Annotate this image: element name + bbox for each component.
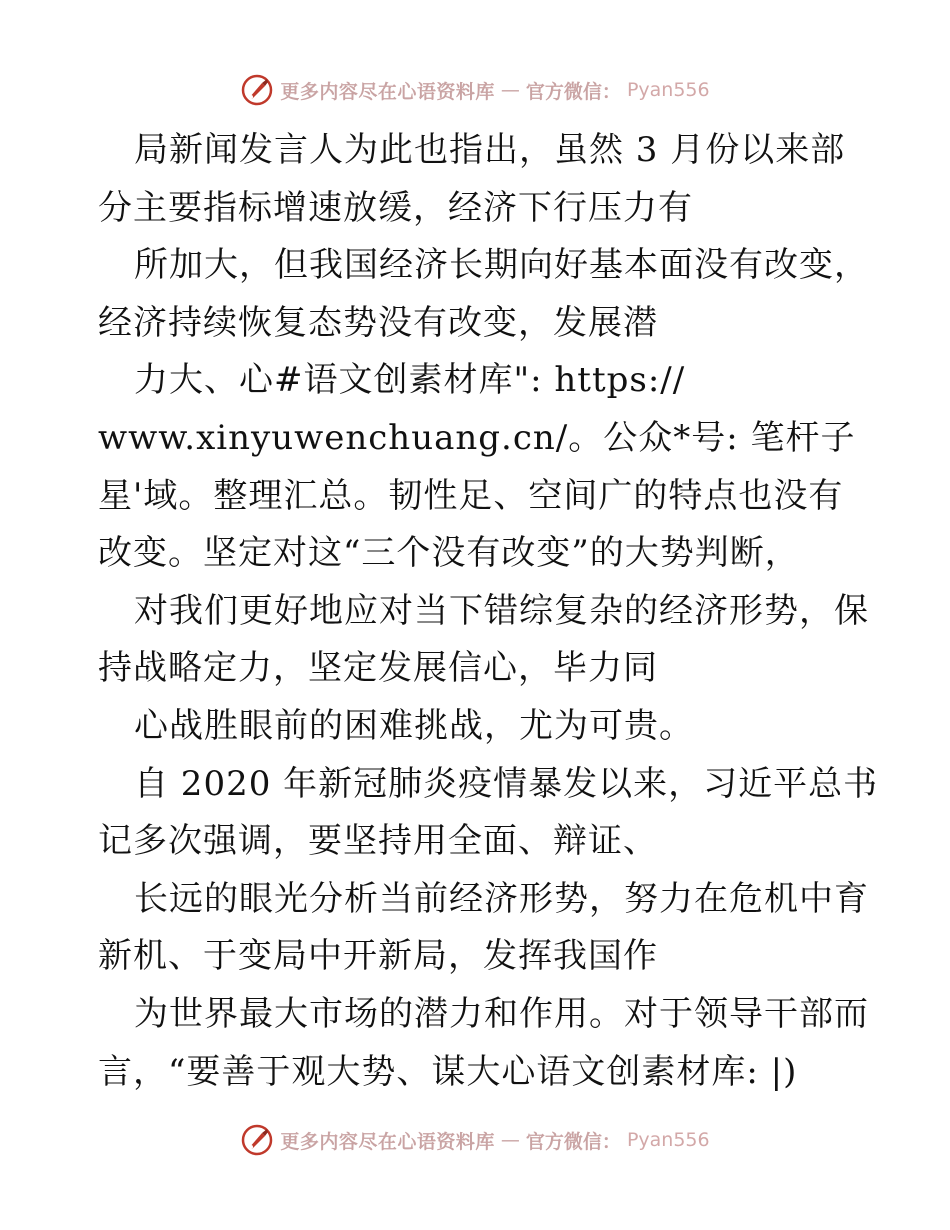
banner-wechat-id: Pyan556 <box>626 79 710 101</box>
body-line: 新机、于变局中开新局，发挥我国作 <box>98 936 658 977</box>
banner-dash: — <box>500 1129 520 1151</box>
quill-logo-icon <box>240 73 274 107</box>
body-line: 心战胜眼前的困难挑战，尤为可贵。 <box>134 705 694 746</box>
body-line: www.xinyuwenchuang.cn/。公众*号: 笔杆子 <box>98 417 856 458</box>
body-line: 改变。坚定对这“三个没有改变”的大势判断， <box>98 533 800 574</box>
body-line: 持战略定力，坚定发展信心，毕力同 <box>98 648 658 689</box>
body-line: 自 2020 年新冠肺炎疫情暴发以来，习近平总书 <box>134 763 879 804</box>
body-line: 局新闻发言人为此也指出，虽然 3 月份以来部 <box>134 130 846 170</box>
body-line: 为世界最大市场的潜力和作用。对于领导干部而 <box>134 993 869 1034</box>
body-line: 经济持续恢复态势没有改变，发展潜 <box>98 302 658 343</box>
body-line: 分主要指标增速放缓，经济下行压力有 <box>98 187 693 228</box>
body-line: 对我们更好地应对当下错综复杂的经济形势，保 <box>134 590 869 631</box>
document-body <box>98 122 878 1101</box>
banner-wechat-id: Pyan556 <box>626 1129 710 1151</box>
body-line: 记多次强调，要坚持用全面、辩证、 <box>98 821 658 862</box>
banner-wechat-label: 官方微信： <box>525 1130 621 1153</box>
body-line: 力大、心#语文创素材库": https:// <box>134 360 686 401</box>
banner-wechat-label: 官方微信： <box>525 80 621 103</box>
banner-dash: — <box>500 79 520 101</box>
banner-site-text: 更多内容尽在心语资料库 <box>280 80 495 103</box>
body-line: 言，“要善于观大势、谋大心语文创素材库: |) <box>98 1051 798 1092</box>
body-line: 星'域。整理汇总。韧性足、空间广的特点也没有 <box>98 475 844 516</box>
footer-watermark-banner <box>0 1120 950 1160</box>
header-watermark-banner <box>0 70 950 110</box>
banner-site-text: 更多内容尽在心语资料库 <box>280 1130 495 1153</box>
quill-logo-icon <box>240 1123 274 1157</box>
body-line: 所加大，但我国经济长期向好基本面没有改变， <box>134 245 869 286</box>
body-line: 长远的眼光分析当前经济形势，努力在危机中育 <box>134 878 869 919</box>
